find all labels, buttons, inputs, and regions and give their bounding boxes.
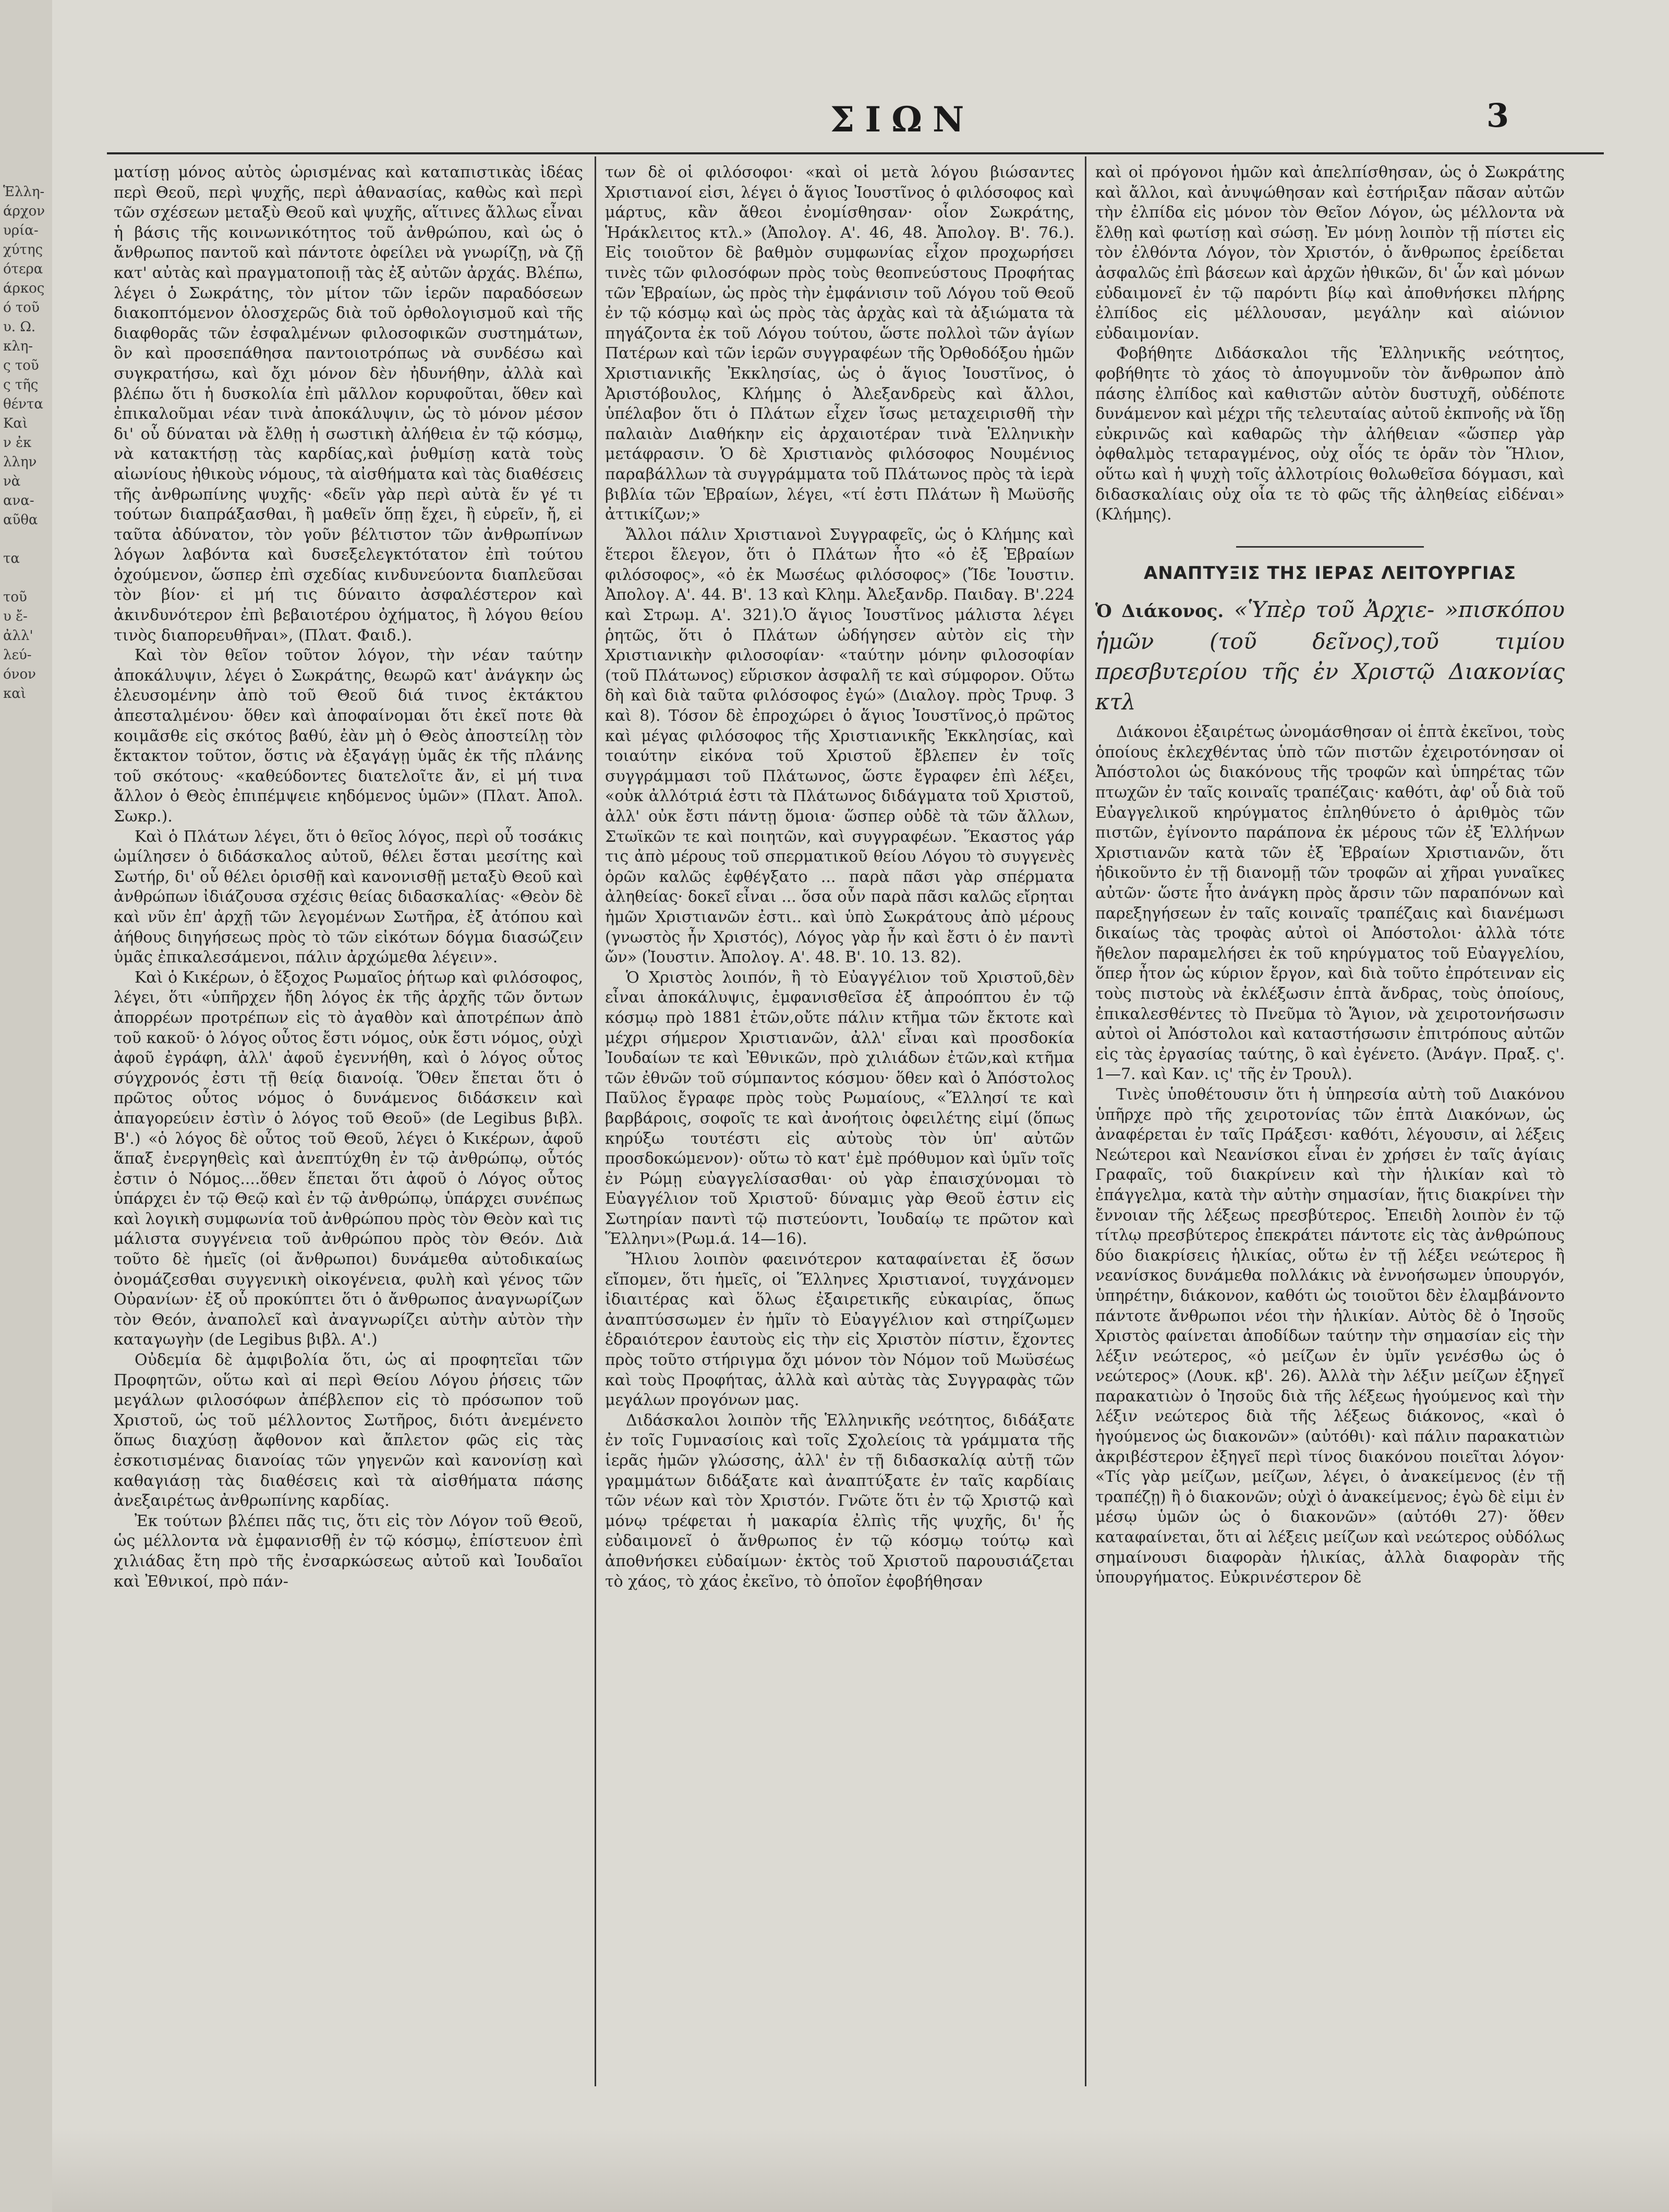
col2-paragraph: Ἄλλοι πάλιν Χριστιανοὶ Συγγραφεῖς, ὡς ὁ Κλήμης καὶ ἕτεροι ἔλεγον, ὅτι ὁ Πλάτων ἦτο «ὁ ἐξ Ἑβραίων φιλόσοφος», «ὁ ἐκ Μωσέως φιλόσοφος» (Ἴδε Ἰουστιν. Ἀπολογ. Α'. 44. Β'. 13 καὶ Κλημ. Ἀλεξανδρ. Παιδαγ. Β'.224 καὶ Στρωμ. Α'. 321).Ὁ ἅγιος Ἰουστῖνος μάλιστα λέγει ῥητῶς, ὅτι ὁ Πλάτων ὡδήγησεν αὐτὸν εἰς τὴν Χριστιανικὴν φιλοσοφίαν· «ταύτην μόνην φιλοσοφίαν (τοῦ Πλάτωνος) εὕρισκον ἀσφαλῆ τε καὶ σύμφορον. Οὕτω δὴ καὶ διὰ ταῦτα φιλόσοφος ἐγώ» (Διαλογ. πρὸς Τρυφ. 3 καὶ 8). Τόσον δὲ ἐπροχώρει ὁ ἅγιος Ἰουστῖνος,ὁ πρῶτος καὶ μέγας φιλόσοφος τῆς Χριστιανικῆς Ἐκκλησίας, καὶ τοιαύτην εἰκόνα τοῦ Χριστοῦ ἔβλεπεν ἐν τοῖς συγγράμμασι τοῦ Πλάτωνος, ὥστε ἔγραφεν ἐπὶ λέξει, «οὐκ ἀλλότριά ἐστι τὰ Πλάτωνος διδάγματα τοῦ Χριστοῦ, ἀλλ' οὐκ ἔστι πάντῃ ὅμοια· ὥσπερ οὐδὲ τὰ τῶν ἄλλων, Στωϊκῶν τε καὶ ποιητῶν, καὶ συγγραφέων. Ἕκαστος γάρ τις ἀπὸ μέρους τοῦ σπερματικοῦ θείου Λόγου τὸ συγγενὲς ὁρῶν καλῶς ἐφθέγξατο ... παρὰ πᾶσι γὰρ σπέρματα ἀληθείας· δοκεῖ εἶναι ... ὅσα οὖν παρὰ πᾶσι καλῶς εἴρηται ἡμῶν Χριστιανῶν ἐστι.. καὶ ὑπὸ Σωκράτους ἀπὸ μέρους (γνωστὸς ἦν Χριστός), Λόγος γὰρ ἦν καὶ ἔστι ὁ ἐν παντὶ ὤν» (Ἰουστιν. Ἀπολογ. Α'. 48. Β'. 10. 13. 82). [605,525,1074,967]
col2-paragraph: Ἤλιου λοιπὸν φαεινότερον καταφαίνεται ἐξ ὅσων εἴπομεν, ὅτι ἡμεῖς, οἱ Ἕλληνες Χριστιανοί, τυγχάνομεν ἰδιαιτέρας καὶ ὅλως ἐξαιρετικῆς εὐκαιρίας, ὅπως ἀναπτύσσωμεν ἐν ἡμῖν τὸ Εὐαγγέλιον καὶ στηρίζωμεν ἑδραιότερον ἑαυτοὺς εἰς τὴν εἰς Χριστὸν πίστιν, ἔχοντες πρὸς τοῦτο στήριγμα ὄχι μόνον τὸν Νόμον τοῦ Μωϋσέως καὶ τοὺς Προφήτας, ἀλλὰ καὶ αὐτὰς τὰς Συγγραφὰς τῶν μεγάλων προγόνων μας. [605,1250,1074,1410]
liturgy-speaker-label: Ὁ Διάκονος. [1095,601,1224,622]
newspaper-page [52,0,1669,2212]
page-number: 3 [1486,96,1509,135]
liturgy-petition [1095,595,1565,717]
col1-paragraph: Καὶ ὁ Κικέρων, ὁ ἔξοχος Ρωμαῖος ῥήτωρ καὶ φιλόσοφος, λέγει, ὅτι «ὑπῆρχεν ἤδη λόγος ἐκ τῆς ἀρχῆς τῶν ὄντων ἀπορρέων προτρέπων εἰς τὸ ἀγαθὸν καὶ ἀποτρέπων ἀπὸ τοῦ κακοῦ· ὁ λόγος οὗτος ἔστι νόμος, οὐκ ἔστι νόμος, οὐχὶ ἀφοῦ ἐγράφη, ἀλλ' ἀφοῦ ἐγεννήθη, καὶ ὁ λόγος οὗτος σύγχρονός ἐστι τῇ θείᾳ διανοίᾳ. Ὅθεν ἔπεται ὅτι ὁ πρῶτος οὗτος νόμος ὁ δυνάμενος διδάσκειν καὶ ἀπαγορεύειν ἐστὶν ὁ λόγος τοῦ Θεοῦ» (de Legibus βιβλ. Β'.) «ὁ λόγος δὲ οὗτος τοῦ Θεοῦ, λέγει ὁ Κικέρων, ἀφοῦ ἅπαξ ἐνεργηθεὶς καὶ ἀνεπτύχθη ἐν τῷ ἀνθρώπῳ, οὗτός ἐστιν ὁ Νόμος....ὅθεν ἕπεται ὅτι ἀφοῦ ὁ Λόγος οὗτος ὑπάρχει ἐν τῷ Θεῷ καὶ ἐν τῷ ἀνθρώπῳ, ὑπάρχει συνέπως καὶ λογικὴ συμφωνία τοῦ ἀνθρώπου πρὸς τὸν Θεὸν καὶ τις μάλιστα συγγένεια τοῦ ἀνθρώπου πρὸς τὸν Θεόν. Διὰ τοῦτο δὲ ἡμεῖς (οἱ ἄνθρωποι) δυνάμεθα αὐτοδικαίως ὀνομάζεσθαι συγγενικὴ οἰκογένεια, φυλὴ καὶ γένος τῶν Οὐρανίων· ἐξ οὗ προκύπτει ὅτι ὁ ἄνθρωπος ἀναγνωρίζων τὸν Θεόν, ἀναπολεῖ καὶ ἀναγνωρίζει αὐτὴν αὐτὸν τὴν καταγωγὴν (de Legibus βιβλ. Α'.) [114,968,583,1349]
col3-paragraph: καὶ οἱ πρόγονοι ἡμῶν καὶ ἀπελπίσθησαν, ὡς ὁ Σωκράτης καὶ ἄλλοι, καὶ ἀνυψώθησαν καὶ ἐστήριξαν πᾶσαν αὐτῶν τὴν ἐλπίδα εἰς μόνον τὸν Θεῖον Λόγον, ὡς μέλλοντα νὰ ἔλθῃ καὶ φωτίσῃ καὶ σώσῃ. Ἐν μόνῃ λοιπὸν τῇ πίστει εἰς τὸν ἐλθόντα Λόγον, τὸν Χριστόν, ὁ ἄνθρωπος ἐρείδεται ἀσφαλῶς ἐπὶ βάσεων καὶ ἀρχῶν ἠθικῶν, δι' ὧν καὶ μόνων εὐδαιμονεῖ ἐν τῷ παρόντι βίῳ καὶ ἀποθνήσκει πλήρης ἐλπίδος εἰς μέλλουσαν, μεγάλην καὶ αἰώνιον εὐδαιμονίαν. [1095,163,1565,343]
section-separator [1236,546,1424,548]
column-2 [605,163,1074,2093]
col1-paragraph: Ἐκ τούτων βλέπει πᾶς τις, ὅτι εἰς τὸν Λόγον τοῦ Θεοῦ, ὡς μέλλοντα νὰ ἐμφανισθῇ ἐν τῷ κόσμῳ, ἐπίστευον ἐπὶ χιλιάδας ἔτη πρὸ τῆς ἐνσαρκώσεως αὐτοῦ καὶ Ἰουδαῖοι καὶ Ἐθνικοί, πρὸ πάν- [114,1512,583,1591]
col1-paragraph: Καὶ ὁ Πλάτων λέγει, ὅτι ὁ θεῖος λόγος, περὶ οὗ τοσάκις ὡμίλησεν ὁ διδάσκαλος αὐτοῦ, θέλει ἔσται μεσίτης καὶ Σωτήρ, δι' οὗ θέλει ὁρισθῇ καὶ κανονισθῇ μεταξὺ Θεοῦ καὶ ἀνθρώπων ἰδιάζουσα σχέσις θείας διδασκαλίας· «Θεὸν δὲ καὶ νῦν ἐπ' ἀρχῇ τῶν λεγομένων Σωτῆρα, ἐξ ἀτόπου καὶ ἀήθους διηγήσεως πρὸς τὸ τῶν εἰκότων δόγμα διασώζειν ὑμᾶς ἐπικαλεσάμενοι, πάλιν ἀρχώμεθα λέγειν». [114,827,583,967]
col1-paragraph: ματίσῃ μόνος αὐτὸς ὡρισμένας καὶ καταπιστικὰς ἰδέας περὶ Θεοῦ, περὶ ψυχῆς, περὶ ἀθανασίας, καθὼς καὶ περὶ τῶν σχέσεων μεταξὺ Θεοῦ καὶ ψυχῆς, αἵτινες ἄλλως εἶναι ἡ βάσις τῆς κοινωνικότητος τοῦ ἀνθρώπου, καὶ ὡς ὁ ἄνθρωπος παντοῦ καὶ πάντοτε ὀφείλει νὰ γνωρίζῃ, νὰ ζῇ κατ' αὐτὰς καὶ πραγματοποιῇ τὰς ἐξ αὐτῶν ἀρχάς. Βλέπω, λέγει ὁ Σωκράτης, τὸν μίτον τῶν ἱερῶν παραδόσεων διακοπτόμενον ὁλοσχερῶς διὰ τοῦ ὀρθολογισμοῦ καὶ τῆς διαφθορᾶς τῶν ἐσφαλμένων φιλοσοφικῶν συστημάτων, ὃν καὶ προσεπάθησα παντοιοτρόπως νὰ συνδέσω καὶ συγκρατήσω, καὶ ὄχι μόνον δὲν ἠδυνήθην, ἀλλὰ καὶ βλέπω ὅτι ἡ δυσκολία ἐπὶ μᾶλλον κορυφοῦται, ὅθεν καὶ ἐπικαλοῦμαι νέαν τινὰ ἀποκάλυψιν, ὡς τὸ μόνον μέσον δι' οὗ δύναται νὰ ἔλθῃ ἡ σωστικὴ ἀλήθεια ἐν τῷ κόσμῳ, νὰ κατακτήσῃ τὰς καρδίας,καὶ ῥυθμίσῃ κατὰ τοὺς αἰωνίους ἠθικοὺς νόμους, τὰ αἰσθήματα καὶ τὰς διαθέσεις τῆς ἀνθρωπίνης ψυχῆς· «δεῖν γὰρ περὶ αὐτὰ ἕν γέ τι τούτων διαπράξασθαι, ἢ μαθεῖν ὅπῃ ἔχει, ἢ εὑρεῖν, ἤ, εἰ ταῦτα ἀδύνατον, τὸν γοῦν βέλτιστον τῶν ἀνθρωπίνων λόγων λαβόντα καὶ δυσεξελεγκτότατον ἐπὶ τούτου ὀχούμενον, ὥσπερ ἐπὶ σχεδίας κινδυνεύοντα διαπλεῦσαι τὸν βίον· εἰ μή τις δύναιτο ἀσφαλέστερον καὶ ἀκινδυνότερον ἐπὶ βεβαιοτέρου ὀχήματος, ἢ λόγου θείου τινὸς διαπορευθῆναι», (Πλατ. Φαιδ.). [114,163,583,645]
page-bottom-margin [52,2128,1669,2212]
col3-paragraph: Διάκονοι ἐξαιρέτως ὠνομάσθησαν οἱ ἑπτὰ ἐκεῖνοι, τοὺς ὁποίους ἐκλεχθέντας ὑπὸ τῶν πιστῶν ἐχειροτόνησαν οἱ Ἀπόστολοι ὡς διακόνους τῆς τροφῶν καὶ ὑπηρέτας τῶν πτωχῶν ἐν ταῖς κοιναῖς τραπέζαις· καθότι, ἀφ' οὗ διὰ τοῦ Εὐαγγελικοῦ κηρύγματος ἐπληθύνετο ὁ ἀριθμὸς τῶν πιστῶν, ἐγίνοντο παράπονα ἐκ μέρους τῶν ἐξ Ἑλλήνων Χριστιανῶν κατὰ τῶν ἐξ Ἑβραίων Χριστιανῶν, ὅτι ἠδικοῦντο ἐν τῇ διανομῇ τῶν τροφῶν αἱ χῆραι γυναῖκες αὐτῶν· ὥστε ἦτο ἀνάγκη πρὸς ἄρσιν τῶν παραπόνων καὶ παρεξηγήσεων ἐν ταῖς κοιναῖς τραπέζαις καὶ διανέμωσι δικαίως τὰς τροφὰς αὐτοὶ οἱ Ἀπόστολοι· ἀλλὰ τότε ἤθελον παραμελήσει ἐκ τοῦ κηρύγματος τοῦ Εὐαγγελίου, ὅπερ ἦτον ὡς κύριον ἔργον, καὶ διὰ τοῦτο ἐπρότειναν εἰς τοὺς πιστοὺς νὰ ἐκλέξωσιν ἑπτὰ ἄνδρας, τοὺς ὁποίους, ἐπικαλεσθέντες τὸ Πνεῦμα τὸ Ἅγιον, νὰ χειροτονήσωσιν αὐτοὶ οἱ Ἀπόστολοι καὶ καταστήσωσιν ἐπιτρόπους αὐτῶν εἰς τὰς ἐργασίας ταύτης, ὃ καὶ ἐγένετο. (Ἀνάγν. Πραξ. ς'. 1—7. καὶ Καν. ις' τῆς ἐν Τρουλ). [1095,723,1565,1084]
section-title: ΑΝΑΠΤΥΞΙΣ ΤΗΣ ΙΕΡΑΣ ΛΕΙΤΟΥΡΓΙΑΣ [1143,562,1517,584]
col2-paragraph: Ὁ Χριστὸς λοιπόν, ἢ τὸ Εὐαγγέλιον τοῦ Χριστοῦ,δὲν εἶναι ἀποκάλυψις, ἐμφανισθεῖσα ἐξ ἀπροόπτου ἐν τῷ κόσμῳ πρὸ 1881 ἐτῶν,οὔτε πάλιν κτῆμα τῶν ἔκτοτε καὶ μέχρι σήμερον Χριστιανῶν, ἀλλ' εἶναι καὶ προσδοκία Ἰουδαίων τε καὶ Ἐθνικῶν, πρὸ χιλιάδων ἐτῶν,καὶ κτῆμα τῶν ἐθνῶν τοῦ σύμπαντος κόσμου· ὅθεν καὶ ὁ Ἀπόστολος Παῦλος ἔγραφε πρὸς τοὺς Ρωμαίους, «Ἕλλησί τε καὶ βαρβάροις, σοφοῖς τε καὶ ἀνοήτοις ὀφειλέτης εἰμί (ὅπως κηρύξω τουτέστι εἰς αὐτοὺς τὸν ὑπ' αὐτῶν προσδοκώμενον)· οὕτω τὸ κατ' ἐμὲ πρόθυμον καὶ ὑμῖν τοῖς ἐν Ρώμῃ εὐαγγελίσασθαι· οὐ γὰρ ἐπαισχύνομαι τὸ Εὐαγγέλιον τοῦ Χριστοῦ· δύναμις γὰρ Θεοῦ ἐστιν εἰς Σωτηρίαν παντὶ τῷ πιστεύοντι, Ἰουδαίῳ τε πρῶτον καὶ Ἕλληνι»(Ρωμ.ά. 14—16). [605,968,1074,1249]
masthead-title: ΣΙΩΝ [830,99,975,140]
col2-paragraph: των δὲ οἱ φιλόσοφοι· «καὶ οἱ μετὰ λόγου βιώσαντες Χριστιανοί εἰσι, λέγει ὁ ἅγιος Ἰουστῖνος ὁ φιλόσοφος καὶ μάρτυς, κἂν ἄθεοι ἐνομίσθησαν· οἷον Σωκράτης, Ἡράκλειτος κτλ.» (Ἀπολογ. Α'. 46, 48. Ἀπολογ. Β'. 76.). Εἰς τοιοῦτον δὲ βαθμὸν συμφωνίας εἶχον προχωρήσει τινὲς τῶν φιλοσόφων πρὸς τοὺς θεοπνεύστους Προφήτας τῶν Ἑβραίων, ὡς πρὸς τὴν ἐμφάνισιν τοῦ Λόγου τοῦ Θεοῦ ἐν τῷ κόσμῳ καὶ ὡς πρὸς τὰς ἀρχὰς καὶ τὰ ἀξιώματα τὰ πηγάζοντα ἐκ τοῦ Λόγου τούτου, ὥστε πολλοὶ τῶν ἁγίων Πατέρων καὶ τῶν ἱερῶν συγγραφέων τῆς Ὀρθοδόξου ἡμῶν Χριστιανικῆς Ἐκκλησίας, ὡς ὁ ἅγιος Ἰουστῖνος, ὁ Ἀριστόβουλος, Κλήμης ὁ Ἀλεξανδρεὺς καὶ ἄλλοι, ὑπέλαβον ὅτι ὁ Πλάτων εἶχεν ἴσως μεταχειρισθῆ τὴν παλαιὰν Διαθήκην εἰς ἀρχαιοτέραν τινὰ Ἑλληνικὴν μετάφρασιν. Ὁ δὲ Χριστιανὸς φιλόσοφος Νουμένιος παραβάλλων τὰ συγγράμματα τοῦ Πλάτωνος πρὸς τὰ ἱερὰ βιβλία τῶν Ἑβραίων, λέγει, «τί ἐστι Πλάτων ἢ Μωϋσῆς ἀττικίζων;» [605,163,1074,524]
previous-page-text-fragment: Ἑλλη- άρχον υρία- χύτης ότερα άρκος ό τοῦ υ. Ω. κλη- ς τοῦ ς τῆς θέντα Καὶ ν ἐκ λλην νὰ ανα- αῦθα τα τοῦ υ ἔ- ἀλλ' λεύ- όνον καὶ [3,184,45,702]
column-1 [114,163,583,2093]
col1-paragraph: Καὶ τὸν θεῖον τοῦτον λόγον, τὴν νέαν ταύτην ἀποκάλυψιν, λέγει ὁ Σωκράτης, θεωρῶ κατ' ἀνάγκην ὡς ἐλευσομένην ἀπὸ τοῦ Θεοῦ διά τινος ἐκτάκτου ἀπεσταλμένου· ὅθεν καὶ ἀποφαίνομαι ὅτι ἐκεῖ ποτε θὰ κοιμᾶσθε εἰς σκότος βαθύ, ἐὰν μὴ ὁ Θεὸς ἀποστείλῃ τὸν ἔκτακτον τοῦτον, ὅστις νὰ ἐξαγάγῃ ὑμᾶς ἐκ τῆς πλάνης τοῦ σκότους· «καθεύδοντες διατελοῖτε ἄν, εἰ μή τινα ἄλλον ὁ Θεὸς ἐπιπέμψειε κηδόμενος ὑμῶν» (Πλατ. Ἀπολ. Σωκρ.). [114,646,583,826]
col1-paragraph: Οὐδεμία δὲ ἀμφιβολία ὅτι, ὡς αἱ προφητεῖαι τῶν Προφητῶν, οὕτω καὶ αἱ περὶ Θείου Λόγου ῥήσεις τῶν μεγάλων φιλοσόφων ἀπέβλεπον εἰς τὸ πρόσωπον τοῦ Χριστοῦ, ὡς τοῦ μέλλοντος Σωτῆρος, διότι ἀνεμένετο ὅπως διαχύσῃ ἄφθονον καὶ ἄπλετον φῶς εἰς τὰς ἐσκοτισμένας διανοίας τῶν γηγενῶν καὶ κανονίσῃ καὶ καθαγιάσῃ τὰς διαθέσεις καὶ τὰ αἰσθήματα πάσης ἀνεξαιρέτως ἀνθρωπίνης καρδίας. [114,1351,583,1510]
column-divider-1 [595,156,596,2086]
column-divider-2 [1085,156,1086,2086]
previous-page-edge [0,0,54,2212]
col3-paragraph: Φοβήθητε Διδάσκαλοι τῆς Ἑλληνικῆς νεότητος, φοβήθητε τὸ χάος τὸ ἀπογυμνοῦν τὸν ἄνθρωπον ἀπὸ πάσης ἐλπίδος καὶ καθιστῶν αὐτὸν δυστυχῆ, οὐδέποτε δυνάμενον καὶ μέχρι τῆς τελευταίας αὐτοῦ ἐκπνοῆς νὰ ἴδῃ εὐκρινῶς καὶ καθαρῶς τὴν ἀλήθειαν «ὥσπερ γὰρ ὀφθαλμὸς τεταραγμένος, οὐχ οἷός τε ὁρᾶν τὸν Ἥλιον, οὕτω καὶ ἡ ψυχὴ τοῖς ἀλλοτρίοις θολωθεῖσα δόγμασι, καὶ διδασκαλίαις οὐχ οἷα τε τὸ φῶς τῆς ἀληθείας εἰδέναι» (Κλήμης). [1095,344,1565,524]
liturgy-petition-text: «Ὑπὲρ τοῦ Ἀρχιε- »πισκόπου ἡμῶν (τοῦ δεῖνος),τοῦ τιμίου πρεσβυτερίου τῆς ἐν Χριστῷ Διακονίας κτλ [1095,597,1565,715]
col3-paragraph: Τινὲς ὑποθέτουσιν ὅτι ἡ ὑπηρεσία αὐτὴ τοῦ Διακόνου ὑπῆρχε πρὸ τῆς χειροτονίας τῶν ἑπτὰ Διακόνων, ὡς ἀναφέρεται ἐν ταῖς Πράξεσι· καθότι, λέγουσιν, αἱ λέξεις Νεώτεροι καὶ Νεανίσκοι εἶναι ἐν χρήσει ἐν ταῖς ἁγίαις Γραφαῖς, τοῦ διακρίνειν καὶ τὴν ἡλικίαν καὶ τὸ ἐπάγγελμα, κατὰ τὴν αὐτὴν σημασίαν, ἥτις διακρίνει τὴν ἔννοιαν τῆς λέξεως πρεσβύτερος. Ἐπειδὴ λοιπὸν ἐν τῷ τίτλῳ πρεσβύτερος ἐπεκράτει πάντοτε εἰς τὰς ἀνθρώπους δύο διακρίσεις ἡλικίας, οὕτω ἐν τῇ λέξει νεώτερος ἢ νεανίσκος δυνάμεθα πολλάκις νὰ ἐννοήσωμεν ὑπουργόν, ὑπηρέτην, διάκονον, καθότι ὡς τοιοῦτοι δὲν ἐλαμβάνοντο πάντοτε ἄνθρωποι νέοι τὴν ἡλικίαν. Αὐτὸς δὲ ὁ Ἰησοῦς Χριστὸς φαίνεται ἀποδίδων ταύτην τὴν σημασίαν εἰς τὴν λέξιν νεώτερος, «ὁ μείζων ἐν ὑμῖν γενέσθω ὡς ὁ νεώτερος» (Λουκ. κβ'. 26). Ἀλλὰ τὴν λέξιν μείζων ἐξηγεῖ παρακατιὼν ὁ Ἰησοῦς διὰ τῆς λέξεως ἡγούμενος καὶ τὴν λέξιν νεώτερος διὰ τῆς λέξεως διάκονος, «καὶ ὁ ἡγούμενος ὡς διακονῶν» (αὐτόθι)· καὶ πάλιν παρακατιὼν ἀκριβέστερον ἐξηγεῖ περὶ τίνος διακόνου ποιεῖται λόγον· «Τίς γὰρ μείζων, μείζων, λέγει, ὁ ἀνακείμενος (ἐν τῇ τραπέζῃ) ἢ ὁ διακονῶν; οὐχὶ ὁ ἀνακείμενος; ἐγὼ δὲ εἰμι ἐν μέσῳ ὑμῶν ὡς ὁ διακονῶν» (αὐτόθι 27)· ὅθεν καταφαίνεται, ὅτι αἱ λέξεις μείζων καὶ νεώτερος οὐδόλως σημαίνουσι διαφορὰν ἡλικίας, ἀλλὰ διαφορὰν τῆς ὑπουργήματος. Εὐκρινέστερον δὲ [1095,1085,1565,1587]
column-3 [1095,163,1565,2093]
col2-paragraph: Διδάσκαλοι λοιπὸν τῆς Ἑλληνικῆς νεότητος, διδάξατε ἐν τοῖς Γυμνασίοις καὶ τοῖς Σχολείοις τὰ γράμματα τῆς ἱερᾶς ἡμῶν γλώσσης, ἀλλ' ἐν τῇ διδασκαλίᾳ αὐτῇ τῶν γραμμάτων διδάξατε καὶ ἀναπτύξατε ἐν ταῖς καρδίαις τῶν νέων καὶ τὸν Χριστόν. Γνῶτε ὅτι ἐν τῷ Χριστῷ καὶ μόνῳ τρέφεται ἡ μακαρία ἐλπὶς τῆς ψυχῆς, δι' ἧς εὐδαιμονεῖ ὁ ἄνθρωπος ἐν τῷ κόσμῳ τούτῳ καὶ ἀποθνήσκει εὐδαίμων· ἐκτὸς τοῦ Χριστοῦ παρουσιάζεται τὸ χάος, τὸ χάος ἐκεῖνο, τὸ ὁποῖον ἐφοβήθησαν [605,1411,1074,1591]
header-rule [107,152,1604,154]
